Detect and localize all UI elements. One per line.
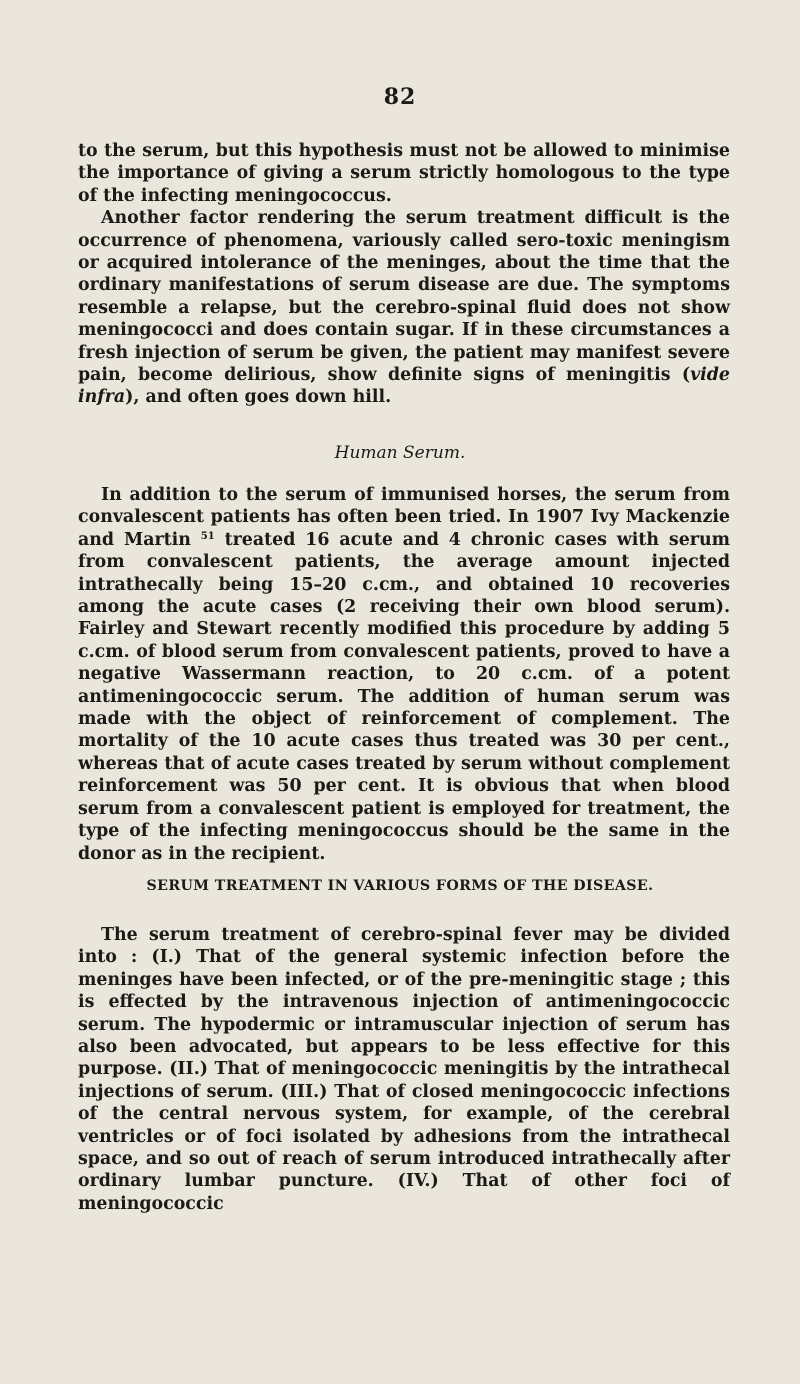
paragraph-sero-toxic-meningism bbox=[78, 207, 730, 409]
paragraph-text: In addition to the serum of immunised horses, the serum from convalescent patients has often been tried. In 1907 Ivy Mackenzie and Martin bbox=[78, 485, 730, 550]
footnote-reference: 51 bbox=[200, 530, 215, 542]
paragraph-text: ), and often goes down hill. bbox=[125, 387, 392, 408]
human-serum-heading: Human Serum. bbox=[334, 443, 466, 463]
paragraph-text: treated 16 acute and 4 chronic cases with serum from convalescent patients, the average amount injected intrathecally being 15–20 c.cm., and obtained 10 recoveries among the acute cases (2 receiving their own blood serum). Fairley and Stewart recently modified this procedure by adding 5 c.cm. of blood serum from convalescent patients, proved to have a negative Wassermann reaction, to 20 c.cm. of a potent antimeningococcic serum. The addition of human serum was made with the object of reinforcement of complement. The mortality of the 10 acute cases thus treated was 30 per cent., whereas that of acute cases treated by serum without complement reinforcement was 50 per cent. It is obvious that when blood serum from a convalescent patient is employed for treatment, the type of the infecting meningococcus should be the same in the donor as in the recipient. bbox=[78, 529, 730, 864]
page-number: 82 bbox=[383, 84, 417, 110]
paragraph-human-serum bbox=[78, 484, 730, 865]
paragraph-continuation: to the serum, but this hypothesis must not be allowed to minimise the importance of giving a serum strictly homologous to the type of the infecting meningococcus. bbox=[78, 141, 730, 206]
paragraph-text: Another factor rendering the serum treatment difficult is the occurrence of phenomena, variously called sero-toxic meningism or acquired intolerance of the meninges, about the time that the ordinary manifestations of serum disease are due. The symptoms resemble a relapse, but the cerebro-spinal fluid does not show meningococci and does contain sugar. If in these circumstances a fresh injection of serum be given, the patient may manifest severe pain, become delirious, show definite signs of meningitis ( bbox=[78, 208, 730, 386]
text-block-top bbox=[78, 140, 730, 409]
vide-infra-reference: vide infra bbox=[78, 365, 730, 408]
text-block-serum-treatment bbox=[78, 924, 730, 1215]
section-heading: SERUM TREATMENT IN VARIOUS FORMS OF THE DISEASE. bbox=[146, 878, 654, 894]
text-block-human-serum bbox=[78, 484, 730, 865]
paragraph-serum-treatment-forms: The serum treatment of cerebro-spinal fever may be divided into : (I.) That of the general systemic infection before the meninges have been infected, or of the pre-meningitic stage ; this is effected by the intravenous injection of antimeningococcic serum. The hypodermic or intramuscular injection of serum has also been advocated, but appears to be less effective for this purpose. (II.) That of meningococcic meningitis by the intrathecal injections of serum. (III.) That of closed meningococcic infections of the central nervous system, for example, of the cerebral ventricles or of foci isolated by adhesions from the intrathecal space, and so out of reach of serum introduced intrathecally after ordinary lumbar puncture. (IV.) That of other foci of meningococcic bbox=[78, 925, 730, 1214]
